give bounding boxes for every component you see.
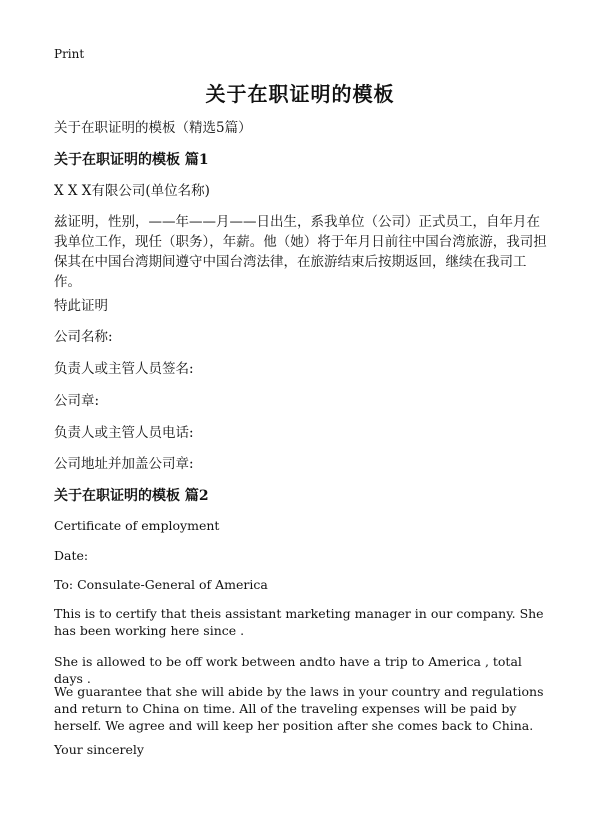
phone-field: 负责人或主管人员电话:	[54, 425, 194, 441]
english-paragraph-2: She is allowed to be off work between andto have a trip to America , total days .	[54, 654, 522, 686]
english-paragraph-3: We guarantee that she will abide by the laws in your country and regulations and return to China on time. All of the traveling expenses will be paid by herself. We agree and will keep her position after she comes back to China.	[54, 684, 544, 733]
company-name-field: 公司名称:	[54, 329, 113, 345]
section1-body: 兹证明，性别，——年——月——日出生，系我单位（公司）正式员工，自年月在我单位工作，现任（职务），年薪。他（她）将于年月日前往中国台湾旅游，我司担保其在中国台湾期间遵守中国台湾法律，在旅游结束后按期返回，继续在我司工作。	[54, 214, 547, 290]
seal-field: 公司章:	[54, 393, 100, 409]
section1-heading: 关于在职证明的模板 篇1	[54, 152, 209, 168]
section2-heading: 关于在职证明的模板 篇2	[54, 488, 209, 504]
document-title: 关于在职证明的模板	[205, 82, 395, 106]
recipient-line: To: Consulate-General of America	[54, 577, 268, 592]
signer-field: 负责人或主管人员签名:	[54, 361, 194, 377]
certificate-title: Certificate of employment	[54, 518, 220, 533]
closing-line: Your sincerely	[54, 742, 144, 757]
document-subtitle: 关于在职证明的模板（精选5篇）	[54, 120, 252, 136]
english-paragraph-1: This is to certify that theis assistant marketing manager in our company. She has been working here since .	[54, 606, 544, 638]
print-label[interactable]: Print	[54, 47, 85, 61]
address-field: 公司地址并加盖公司章:	[54, 456, 194, 472]
special-certify: 特此证明	[54, 298, 108, 314]
date-line: Date:	[54, 548, 89, 563]
company-placeholder: X X X有限公司(单位名称)	[54, 183, 210, 199]
